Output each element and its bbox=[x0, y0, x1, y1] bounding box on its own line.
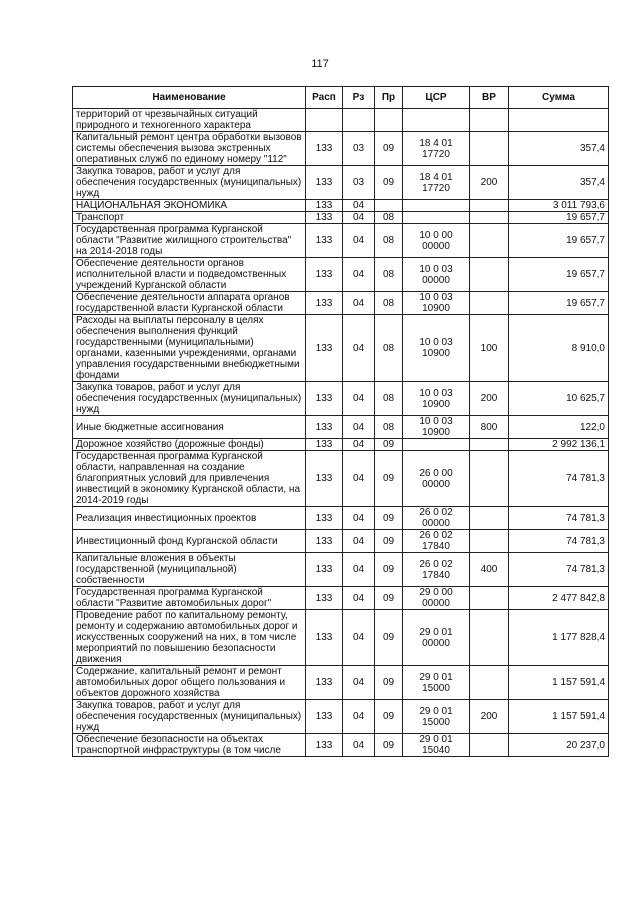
cell-vr: 400 bbox=[470, 553, 509, 587]
cell-rasp: 133 bbox=[306, 212, 343, 224]
cell-vr: 100 bbox=[470, 315, 509, 382]
cell-rasp: 133 bbox=[306, 416, 343, 439]
cell-sum: 74 781,3 bbox=[509, 507, 609, 530]
cell-pr: 08 bbox=[375, 382, 403, 416]
cell-vr bbox=[470, 530, 509, 553]
cell-vr bbox=[470, 439, 509, 451]
cell-rz: 04 bbox=[343, 439, 375, 451]
cell-name: Государственная программа Курганской области, направленная на создание благоприятных условий для привлечения инвестиций в экономику Курганской области, на 2014-2019 годы bbox=[73, 451, 306, 507]
cell-csr: 10 0 03 00000 bbox=[403, 258, 470, 292]
cell-csr: 26 0 00 00000 bbox=[403, 451, 470, 507]
cell-rasp: 133 bbox=[306, 734, 343, 757]
cell-rasp: 133 bbox=[306, 258, 343, 292]
table-row bbox=[73, 507, 609, 530]
table-row bbox=[73, 166, 609, 200]
cell-vr: 800 bbox=[470, 416, 509, 439]
cell-name: Государственная программа Курганской области "Развитие жилищного строительства" на 2014-2018 годы bbox=[73, 224, 306, 258]
cell-vr bbox=[470, 610, 509, 666]
cell-name: Закупка товаров, работ и услуг для обеспечения государственных (муниципальных) нужд bbox=[73, 382, 306, 416]
cell-csr: 10 0 03 10900 bbox=[403, 416, 470, 439]
cell-name: Государственная программа Курганской области "Развитие автомобильных дорог" bbox=[73, 587, 306, 610]
cell-rasp: 133 bbox=[306, 315, 343, 382]
cell-csr: 29 0 01 15000 bbox=[403, 666, 470, 700]
cell-name: Обеспечение деятельности аппарата органов государственной власти Курганской области bbox=[73, 292, 306, 315]
cell-sum bbox=[509, 109, 609, 132]
cell-name: Обеспечение безопасности на объектах транспортной инфраструктуры (в том числе bbox=[73, 734, 306, 757]
cell-sum: 1 177 828,4 bbox=[509, 610, 609, 666]
cell-vr bbox=[470, 666, 509, 700]
cell-pr: 08 bbox=[375, 292, 403, 315]
table-row bbox=[73, 610, 609, 666]
column-header-sum: Сумма bbox=[509, 87, 609, 109]
column-header-csr: ЦСР bbox=[403, 87, 470, 109]
cell-name: Содержание, капитальный ремонт и ремонт автомобильных дорог общего пользования и объектов дорожного хозяйства bbox=[73, 666, 306, 700]
cell-vr bbox=[470, 109, 509, 132]
budget-table bbox=[72, 86, 609, 757]
cell-vr bbox=[470, 212, 509, 224]
cell-rz: 04 bbox=[343, 553, 375, 587]
cell-rz: 04 bbox=[343, 212, 375, 224]
cell-rz: 04 bbox=[343, 416, 375, 439]
cell-rasp: 133 bbox=[306, 382, 343, 416]
table-row bbox=[73, 292, 609, 315]
cell-name: Капитальные вложения в объекты государственной (муниципальной) собственности bbox=[73, 553, 306, 587]
cell-rasp: 133 bbox=[306, 507, 343, 530]
cell-name: Реализация инвестиционных проектов bbox=[73, 507, 306, 530]
cell-rz: 03 bbox=[343, 132, 375, 166]
cell-vr: 200 bbox=[470, 382, 509, 416]
cell-name: НАЦИОНАЛЬНАЯ ЭКОНОМИКА bbox=[73, 200, 306, 212]
cell-rz: 04 bbox=[343, 507, 375, 530]
cell-rasp: 133 bbox=[306, 132, 343, 166]
cell-pr: 09 bbox=[375, 439, 403, 451]
column-header-rz: Рз bbox=[343, 87, 375, 109]
cell-pr bbox=[375, 200, 403, 212]
cell-rasp: 133 bbox=[306, 292, 343, 315]
table-row bbox=[73, 109, 609, 132]
table-row bbox=[73, 587, 609, 610]
table-row bbox=[73, 315, 609, 382]
cell-sum: 1 157 591,4 bbox=[509, 700, 609, 734]
cell-csr: 18 4 01 17720 bbox=[403, 166, 470, 200]
cell-rasp: 133 bbox=[306, 553, 343, 587]
cell-pr: 08 bbox=[375, 416, 403, 439]
cell-csr: 10 0 03 10900 bbox=[403, 382, 470, 416]
cell-pr: 09 bbox=[375, 166, 403, 200]
cell-name: Обеспечение деятельности органов исполнительной власти и подведомственных учреждений Курганской области bbox=[73, 258, 306, 292]
table-header-row bbox=[73, 87, 609, 109]
table-row bbox=[73, 700, 609, 734]
cell-csr: 29 0 01 00000 bbox=[403, 610, 470, 666]
cell-csr: 26 0 02 17840 bbox=[403, 553, 470, 587]
cell-pr: 09 bbox=[375, 507, 403, 530]
column-header-name: Наименование bbox=[73, 87, 306, 109]
cell-pr bbox=[375, 109, 403, 132]
cell-csr bbox=[403, 439, 470, 451]
cell-vr bbox=[470, 292, 509, 315]
cell-pr: 08 bbox=[375, 224, 403, 258]
cell-sum: 19 657,7 bbox=[509, 292, 609, 315]
cell-sum: 357,4 bbox=[509, 166, 609, 200]
cell-name: Закупка товаров, работ и услуг для обеспечения государственных (муниципальных) нужд bbox=[73, 700, 306, 734]
cell-csr: 10 0 03 10900 bbox=[403, 315, 470, 382]
cell-sum: 74 781,3 bbox=[509, 530, 609, 553]
table-row bbox=[73, 132, 609, 166]
column-header-vr: ВР bbox=[470, 87, 509, 109]
cell-rasp: 133 bbox=[306, 666, 343, 700]
cell-sum: 19 657,7 bbox=[509, 224, 609, 258]
cell-pr: 08 bbox=[375, 315, 403, 382]
cell-vr bbox=[470, 258, 509, 292]
cell-pr: 09 bbox=[375, 451, 403, 507]
cell-rasp: 133 bbox=[306, 224, 343, 258]
cell-vr bbox=[470, 587, 509, 610]
cell-rz: 04 bbox=[343, 200, 375, 212]
cell-sum: 74 781,3 bbox=[509, 553, 609, 587]
cell-name: Транспорт bbox=[73, 212, 306, 224]
cell-rz: 04 bbox=[343, 610, 375, 666]
cell-name: Иные бюджетные ассигнования bbox=[73, 416, 306, 439]
column-header-pr: Пр bbox=[375, 87, 403, 109]
cell-sum: 122,0 bbox=[509, 416, 609, 439]
cell-sum: 19 657,7 bbox=[509, 212, 609, 224]
cell-csr bbox=[403, 200, 470, 212]
cell-rasp: 133 bbox=[306, 587, 343, 610]
cell-sum: 2 477 842,8 bbox=[509, 587, 609, 610]
cell-vr bbox=[470, 200, 509, 212]
table-row bbox=[73, 439, 609, 451]
cell-name: Капитальный ремонт центра обработки вызовов системы обеспечения вызова экстренных оперативных служб по единому номеру "112" bbox=[73, 132, 306, 166]
cell-pr: 08 bbox=[375, 212, 403, 224]
cell-rz: 04 bbox=[343, 258, 375, 292]
cell-name: территорий от чрезвычайных ситуаций природного и техногенного характера bbox=[73, 109, 306, 132]
cell-pr: 09 bbox=[375, 553, 403, 587]
cell-rz: 04 bbox=[343, 666, 375, 700]
cell-name: Проведение работ по капитальному ремонту, ремонту и содержанию автомобильных дорог и искусственных сооружений на них, в том числе мероприятий по повышению безопасности движения bbox=[73, 610, 306, 666]
cell-rz: 04 bbox=[343, 734, 375, 757]
cell-pr: 09 bbox=[375, 587, 403, 610]
cell-rasp: 133 bbox=[306, 610, 343, 666]
cell-rz: 04 bbox=[343, 224, 375, 258]
cell-vr bbox=[470, 507, 509, 530]
table-row bbox=[73, 666, 609, 700]
cell-csr bbox=[403, 109, 470, 132]
cell-csr: 10 0 00 00000 bbox=[403, 224, 470, 258]
cell-sum: 74 781,3 bbox=[509, 451, 609, 507]
table-row bbox=[73, 212, 609, 224]
table-row bbox=[73, 200, 609, 212]
cell-pr: 09 bbox=[375, 734, 403, 757]
cell-pr: 08 bbox=[375, 258, 403, 292]
cell-rz: 04 bbox=[343, 315, 375, 382]
cell-csr: 10 0 03 10900 bbox=[403, 292, 470, 315]
cell-rz: 03 bbox=[343, 166, 375, 200]
cell-pr: 09 bbox=[375, 530, 403, 553]
cell-pr: 09 bbox=[375, 666, 403, 700]
cell-sum: 20 237,0 bbox=[509, 734, 609, 757]
cell-csr: 29 0 01 15000 bbox=[403, 700, 470, 734]
page-number: 117 bbox=[311, 58, 329, 70]
cell-vr: 200 bbox=[470, 166, 509, 200]
table-row bbox=[73, 416, 609, 439]
cell-rz: 04 bbox=[343, 451, 375, 507]
table-row bbox=[73, 553, 609, 587]
cell-csr: 18 4 01 17720 bbox=[403, 132, 470, 166]
cell-csr: 29 0 00 00000 bbox=[403, 587, 470, 610]
cell-sum: 2 992 136,1 bbox=[509, 439, 609, 451]
cell-name: Закупка товаров, работ и услуг для обеспечения государственных (муниципальных) нужд bbox=[73, 166, 306, 200]
cell-rz: 04 bbox=[343, 587, 375, 610]
cell-pr: 09 bbox=[375, 610, 403, 666]
cell-name: Инвестиционный фонд Курганской области bbox=[73, 530, 306, 553]
cell-rasp: 133 bbox=[306, 439, 343, 451]
cell-sum: 1 157 591,4 bbox=[509, 666, 609, 700]
cell-sum: 3 011 793,6 bbox=[509, 200, 609, 212]
table-row bbox=[73, 530, 609, 553]
table-row bbox=[73, 734, 609, 757]
cell-rz: 04 bbox=[343, 700, 375, 734]
column-header-rasp: Расп bbox=[306, 87, 343, 109]
cell-pr: 09 bbox=[375, 700, 403, 734]
cell-rasp: 133 bbox=[306, 451, 343, 507]
cell-rz: 04 bbox=[343, 530, 375, 553]
cell-sum: 19 657,7 bbox=[509, 258, 609, 292]
cell-vr bbox=[470, 132, 509, 166]
cell-sum: 8 910,0 bbox=[509, 315, 609, 382]
cell-vr bbox=[470, 734, 509, 757]
table-row bbox=[73, 451, 609, 507]
cell-vr: 200 bbox=[470, 700, 509, 734]
cell-rz: 04 bbox=[343, 292, 375, 315]
table-row bbox=[73, 258, 609, 292]
cell-rasp bbox=[306, 109, 343, 132]
cell-csr: 26 0 02 00000 bbox=[403, 507, 470, 530]
table-row bbox=[73, 224, 609, 258]
table-body bbox=[73, 109, 609, 757]
cell-sum: 10 625,7 bbox=[509, 382, 609, 416]
cell-vr bbox=[470, 451, 509, 507]
cell-csr bbox=[403, 212, 470, 224]
cell-vr bbox=[470, 224, 509, 258]
cell-csr: 29 0 01 15040 bbox=[403, 734, 470, 757]
cell-rasp: 133 bbox=[306, 166, 343, 200]
cell-name: Дорожное хозяйство (дорожные фонды) bbox=[73, 439, 306, 451]
cell-rasp: 133 bbox=[306, 200, 343, 212]
cell-sum: 357,4 bbox=[509, 132, 609, 166]
cell-name: Расходы на выплаты персоналу в целях обеспечения выполнения функций государственными (муниципальными) органами, казенными учреждениями, органами управления государственными внебюджетными фондами bbox=[73, 315, 306, 382]
cell-rasp: 133 bbox=[306, 530, 343, 553]
cell-rasp: 133 bbox=[306, 700, 343, 734]
cell-rz bbox=[343, 109, 375, 132]
cell-pr: 09 bbox=[375, 132, 403, 166]
table-row bbox=[73, 382, 609, 416]
cell-rz: 04 bbox=[343, 382, 375, 416]
cell-csr: 26 0 02 17840 bbox=[403, 530, 470, 553]
